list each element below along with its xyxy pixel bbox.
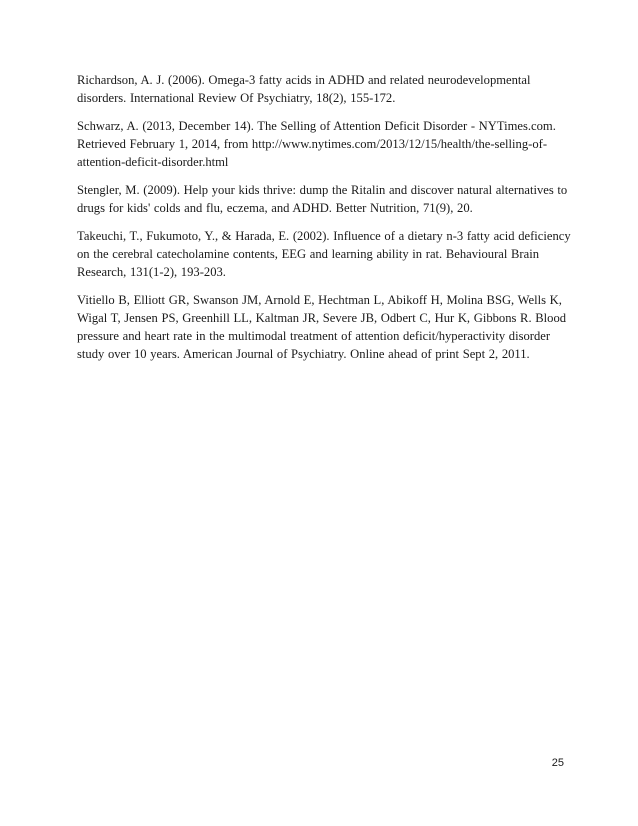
reference-line: Schwarz, A. (2013, December 14). The Selling of Attention Deficit Disorder - NYTimes.com.: [77, 119, 556, 133]
reference-line: drugs for kids' colds and flu, eczema, and ADHD. Better Nutrition, 71(9), 20.: [77, 201, 473, 215]
reference-line: Richardson, A. J. (2006). Omega-3 fatty acids in ADHD and related neurodevelopmental: [77, 73, 531, 87]
reference-entry-takeuchi: [77, 227, 571, 281]
reference-list: [77, 71, 571, 373]
reference-entry-vitiello: [77, 291, 567, 363]
reference-line: Wigal T, Jensen PS, Greenhill LL, Kaltman JR, Severe JB, Odbert C, Hur K, Gibbons R. Blood: [77, 311, 567, 325]
reference-line: study over 10 years. American Journal of Psychiatry. Online ahead of print Sept 2, 2011.: [77, 347, 530, 361]
reference-line: pressure and heart rate in the multimodal treatment of attention deficit/hyperactivity disorder: [77, 329, 551, 343]
reference-line: attention-deficit-disorder.html: [77, 155, 229, 169]
reference-line: Stengler, M. (2009). Help your kids thrive: dump the Ritalin and discover natural alternatives to: [77, 183, 568, 197]
reference-line: Takeuchi, T., Fukumoto, Y., & Harada, E. (2002). Influence of a dietary n-3 fatty acid deficiency: [77, 229, 571, 243]
reference-entry-richardson: [77, 71, 563, 107]
page-number: 25: [551, 757, 564, 769]
reference-entry-schwarz: [77, 117, 563, 171]
reference-line: Retrieved February 1, 2014, from http://www.nytimes.com/2013/12/15/health/the-selling-of-: [77, 137, 548, 151]
reference-entry-stengler: [77, 181, 568, 217]
reference-line: Research, 131(1-2), 193-203.: [77, 265, 226, 279]
reference-line: Vitiello B, Elliott GR, Swanson JM, Arnold E, Hechtman L, Abikoff H, Molina BSG, Wells K,: [77, 293, 562, 307]
reference-line: disorders. International Review Of Psychiatry, 18(2), 155-172.: [77, 91, 396, 105]
reference-line: on the cerebral catecholamine contents, EEG and learning ability in rat. Behavioural Brain: [77, 247, 540, 261]
